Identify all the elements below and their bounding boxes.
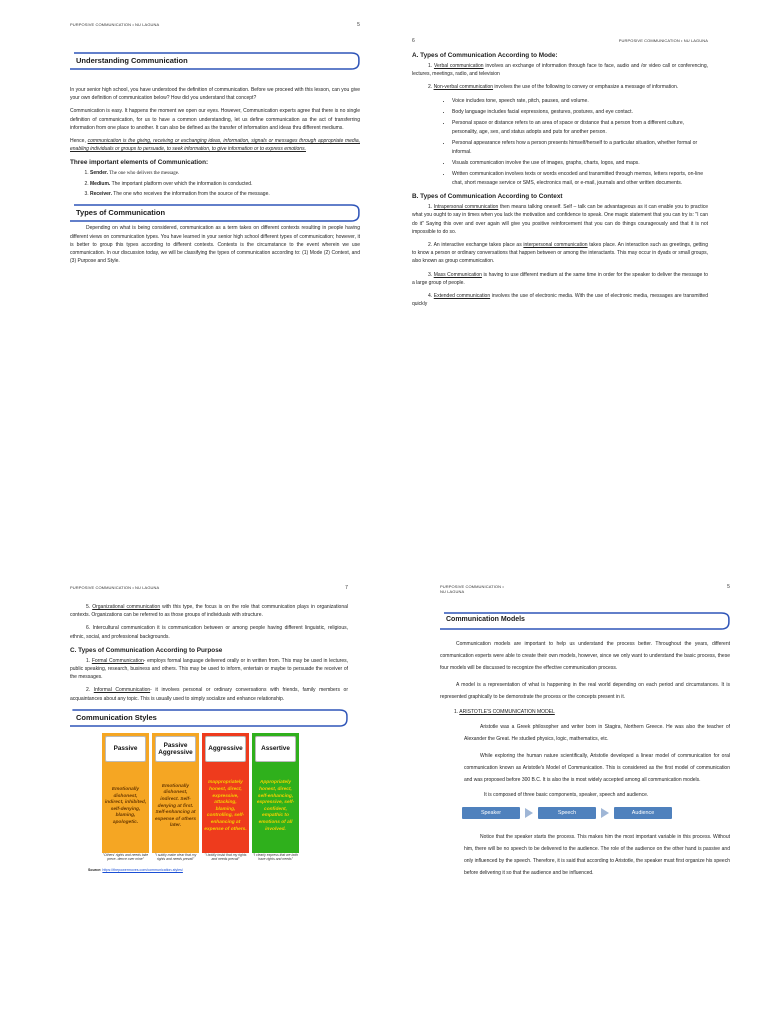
style-traits: Emotionally dishonest, indirect, inhibited, self-denying, blaming, apologetic.: [104, 787, 147, 826]
style-traits: Appropriately honest, direct, self-enhancing, expressive, self-confident, empathic to emotions of all involved.: [256, 780, 295, 832]
page-number: 6: [412, 38, 415, 44]
audience-box: Audience: [614, 807, 672, 819]
paragraph: 2. Informal Communication- it involves personal or ordinary conversations with friends, family members or acquaintances about any topic. This is usually used to simply socialize and enhance relationship.: [70, 687, 348, 702]
page-number: 5: [727, 584, 730, 590]
header-label: PURPOSIVE COMMUNICATION • NU LAGUNA: [70, 22, 160, 27]
paragraph: It is composed of three basic components, speaker, speech and audience.: [484, 792, 649, 799]
list-item: • Visuals communication involve the use of images, graphs, charts, logos, and maps.: [452, 159, 708, 167]
section-title: Understanding Communication: [76, 56, 188, 65]
source-link[interactable]: https://thepowermoves.com/communication-styles/: [102, 868, 183, 873]
figure-source: Source: https://thepowermoves.com/communication-styles/: [88, 868, 183, 873]
paragraph: Communication models are important to help us understand the process better. Throughout the years, different communication experts were able to create their own models, however, since we only want to understand the basic process, these four models will be discussed to recognize the effective communication process.: [440, 641, 730, 671]
paragraph: 5. Organizational communication with this type, the focus is on the role that communication plays in organizational contexts. Organizations can be referred to as those groups of individuals with structure.: [70, 604, 348, 619]
paragraph: 1. Verbal communication involves an exchange of information through face to face, audio and /or video call or conferencing, lectures, meetings, radio, and television: [412, 63, 708, 78]
list-item: 1. Sender. The one who delivers the message.: [90, 169, 360, 178]
page-header: [440, 584, 730, 598]
paragraph: 3. Mass Communication is having to use different medium at the same time in order for the speaker to deliver the message to a large group of people.: [412, 271, 708, 286]
list-item: • Personal space or distance refers to an area of space or distance that a person from a different culture, personality, age, sex, and status adopts and puts for another person.: [452, 119, 708, 136]
elements-heading: Three important elements of Communication:: [70, 159, 209, 167]
page-header: [70, 22, 360, 30]
heading-a: A. Types of Communication According to Mode:: [412, 52, 558, 59]
style-column-assertive: [252, 733, 299, 862]
paragraph: 1. Intrapersonal communication then means talking oneself. Self – talk can be advantageous as it can enable you to practice what you ought to say in times when you lack the motivation and confidence to speak. One magic statement that you can try is: "I can do it" Saying this over and over again will give you positive reinforcement that you can do things courageously and that it is not impossible to do so.: [412, 204, 708, 235]
paragraph: Depending on what is being considered, communication as a term takes on different contexts resulting in people having different views on communication types. You have learned in your senior high school different types of communication; however, it is better to group this types according to different contexts. Contexts is the circumstance to the event wherein we use communication. In our discussion today, we will be classifying the types of communication according to: (1) Mode (2) Context, and (3) Purpose and Style.: [70, 225, 360, 265]
arrow-right-icon: [601, 808, 609, 818]
list-item: • Written communication involves texts or words encoded and transmitted through memos, letters reports, on-line chat, short message service or SMS, electronics mail, or e-mail, journals and other written documents.: [452, 170, 708, 187]
paragraph: 2. Non-verbal communication involves the use of the following to convey or emphasize a message of information.: [428, 84, 679, 91]
style-quote: "Others' rights and needs take prece- dence over mine": [102, 852, 149, 862]
arrow-right-icon: [525, 808, 533, 818]
speech-box: Speech: [538, 807, 596, 819]
style-name: Assertive: [255, 736, 296, 762]
paragraph: 1. Formal Communication- employs formal language delivered orally or in written from. This may be used in lectures, public speaking, research, business and others. This may be used to inform, entertain or maybe to persuade the receiver of the messages.: [70, 657, 348, 681]
list-item: 2. Medium. The important platform over which the information is conducted.: [90, 180, 360, 188]
paragraph: In your senior high school, you have understood the definition of communication. Before we proceed with this lesson, can you give your own definition of communication below? How did you understand that concept?: [70, 87, 360, 102]
list-item: • Body language includes facial expressions, gestures, postures, and eye contact.: [452, 108, 708, 116]
aristotle-model-diagram: [462, 807, 730, 819]
list-item: • Voice includes tone, speech rate, pitch, pauses, and volume.: [452, 97, 708, 105]
section-title: Communication Styles: [76, 712, 157, 722]
heading-b: B. Types of Communication According to Context: [412, 193, 563, 201]
section-heading: [70, 204, 360, 224]
style-traits: Inappropriately honest, direct, expressive, attacking, blaming, controlling, self-enhancing at expense of others.: [204, 780, 247, 832]
section-title: Types of Communication: [76, 208, 166, 218]
bullet-list: [412, 97, 708, 188]
header-label: PURPOSIVE COMMUNICATION • NU LAGUNA: [440, 584, 504, 594]
style-name: Passive Aggressive: [155, 736, 196, 762]
definition-text: communication is the giving, receiving or exchanging ideas, information, signals or messages through appropriate media, enabling individuals or groups to persuade, to seek information, to give information or to express emotions.: [70, 138, 360, 153]
paragraph: 4. Extended communication involves the use of electronic media. With the use of electronic media, messages are transmitted quickly: [412, 293, 708, 308]
style-column-aggressive: [202, 733, 249, 862]
paragraph: Aristotle was a Greek philosopher and writer born in Stagira, Northern Greece. He was also the teacher of Alexander the Great. He studied physics, logic, mathematics, etc.: [464, 724, 730, 743]
section-heading: [70, 709, 348, 729]
paragraph: Communication is easy. It happens the moment we open our eyes. However, Communication experts agree that there is no single definition of communication, for us to have a common understanding, let us define communication as the act of transferring information from one place to another. It can also be defined as the transfer of information and ideas thru different mediums.: [70, 108, 360, 131]
style-column-passive-aggressive: [152, 733, 199, 862]
heading-c: C. Types of Communication According to Purpose: [70, 646, 223, 654]
page-number: 5: [357, 22, 360, 28]
style-name: Passive: [105, 736, 146, 762]
style-quote: "I clearly express that we both have rights and needs": [252, 852, 299, 862]
paragraph: 6. Intercultural communication it is communication between or among people having different linguistic, religious, ethnic, social, and professional backgrounds.: [70, 625, 348, 640]
paragraph: A model is a representation of what is happening in the real world depending on each period and circumstances. It is represented graphically to be demonstrate the process or the concepts present in it.: [440, 682, 730, 700]
style-quote: "I subtly make clear that my rights and needs prevail": [154, 852, 197, 862]
header-label: PURPOSIVE COMMUNICATION • NU LAGUNA: [70, 585, 160, 590]
style-name: Aggressive: [205, 736, 246, 762]
page-7: [70, 585, 348, 985]
section-heading: [70, 52, 360, 72]
page-5-models: [440, 584, 730, 1024]
section-title: Communication Models: [446, 616, 525, 623]
page-header: [412, 38, 708, 46]
paragraph: 2. An interactive exchange takes place as interpersonal communication takes place. An interaction such as greetings, getting to know a person or ordinary conversations that happen between or among the interactants. This may occur in dyads or small groups, also known as group communication.: [412, 242, 708, 265]
paragraph: Hence, communication is the giving, receiving or exchanging ideas, information, signals or messages through appropriate media, enabling individuals or groups to persuade, to seek information, to give information or to express emotions.: [70, 138, 360, 153]
model-heading: 1. ARISTOTLE'S COMMUNICATION MODEL: [454, 709, 555, 715]
page-6: [412, 38, 708, 458]
speaker-box: Speaker: [462, 807, 520, 819]
section-heading: [440, 612, 730, 632]
page-number: 7: [345, 585, 348, 591]
style-traits: Emotionally dishonest, indirect. Self-denying at first. Self-enhancing at expense of others later.: [154, 783, 197, 829]
page-header: [70, 585, 348, 593]
communication-styles-figure: [102, 733, 348, 862]
list-item: • Personal appearance refers how a person presents himself/herself to a particular situation, whether formal or informal.: [452, 139, 708, 156]
paragraph: While exploring the human nature scientifically, Aristotle developed a linear model of communication for oral communication known as Aristotle's Model of Communication. This is considered as the first model of communication and was proposed before 300 B.C. It is also the is most widely accepted among all communication models.: [464, 753, 730, 784]
paragraph: Notice that the speaker starts the process. This makes him the most important variable in this process. Without him, there will be no speech to be delivered to the audience. The role of the audience on the other hand is passive and only influenced by the speech. Therefore, it is said that according to Aristotle, the speaker must first organize his speech before delivering it so that the audience and be influenced.: [464, 834, 730, 877]
list-item: 3. Receiver. The one who receives the information from the source of the message.: [90, 190, 360, 198]
header-label: PURPOSIVE COMMUNICATION • NU LAGUNA: [618, 38, 708, 43]
page-5: [70, 22, 360, 522]
style-quote: "I boldly insist that my rights and needs prevail": [204, 852, 247, 862]
style-column-passive: [102, 733, 149, 862]
elements-list: [70, 169, 360, 198]
